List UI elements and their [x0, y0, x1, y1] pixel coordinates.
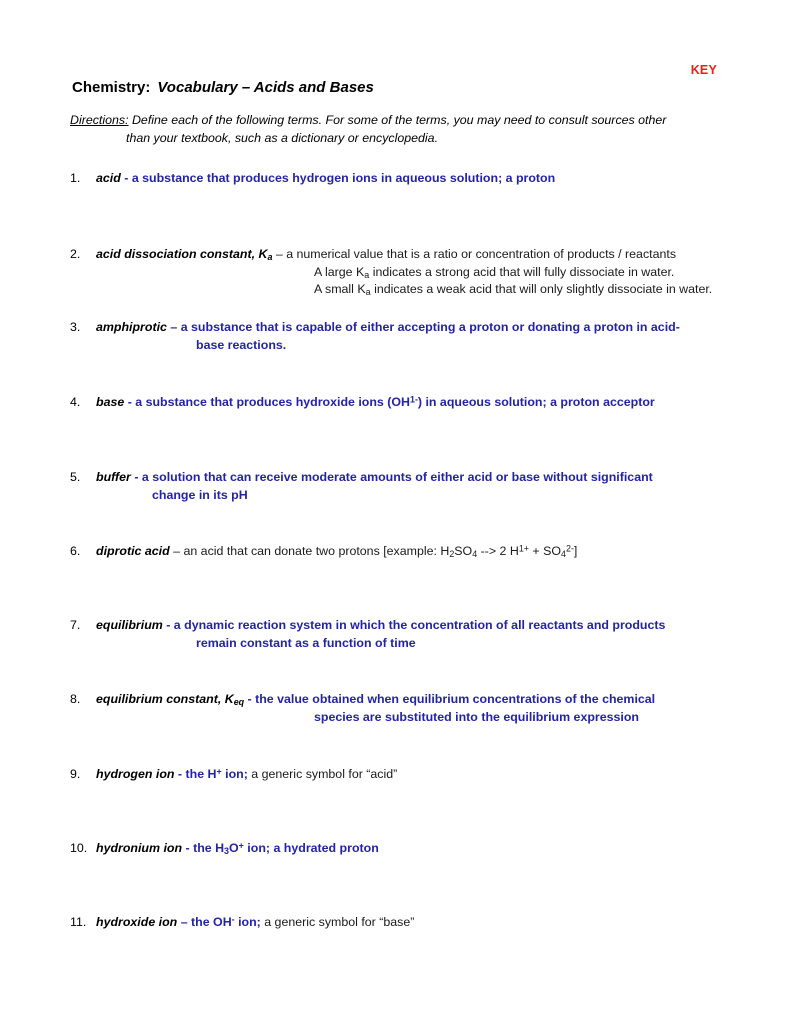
item-answer: a substance that produces hydroxide ions $(OH^{1-})$ in aqueous solution; a proton acceptor	[135, 394, 655, 409]
item-body	[70, 246, 730, 299]
hydronium-subscript: 3	[224, 845, 230, 856]
item-continuation-1: A large $K_a$ indicates a strong acid that will fully dissociate in water.	[314, 264, 675, 280]
item-answer: the $H_3O^+$ ion; a hydrated proton	[193, 840, 379, 856]
item-continuation-2: A small $K_a$ indicates a weak acid that will only slightly dissociate in water.	[314, 282, 713, 297]
item-number: 2.	[70, 247, 81, 261]
item-body	[70, 170, 730, 188]
page-title	[72, 79, 374, 96]
vocab-item-9	[70, 766, 730, 784]
item-separator: -	[182, 841, 194, 855]
hydroxide-charge-superscript: 1-	[409, 394, 418, 405]
item-answer: a substance that is capable of either accepting a proton or donating a proton in acid-	[180, 320, 680, 334]
vocab-item-11	[70, 914, 730, 932]
item-body	[70, 319, 730, 354]
item-continuation: species are substituted into the equilibrium expression	[314, 709, 639, 724]
item-separator: –	[166, 320, 181, 334]
item-separator: -	[162, 618, 174, 632]
item-term: hydroxide ion	[96, 915, 178, 929]
vocab-item-10	[70, 840, 730, 858]
item-answer-black: a generic symbol for “acid”	[247, 767, 398, 781]
item-term: base	[96, 395, 125, 409]
item-answer-blue: the H+ ion;	[185, 766, 248, 781]
item-separator: –	[177, 915, 192, 929]
item-number: 7.	[70, 618, 81, 632]
title-topic: Vocabulary – Acids and Bases	[157, 79, 374, 96]
vocab-item-4	[70, 394, 730, 412]
vocab-item-3	[70, 319, 730, 354]
item-body	[70, 394, 730, 412]
vocab-item-1	[70, 170, 730, 188]
directions-line-1: Define each of the following terms. For some of the terms, you may need to consult sources other	[128, 113, 667, 127]
item-body	[70, 617, 730, 652]
item-term-subscript: a	[267, 251, 273, 262]
hydrogen-charge-superscript: +	[216, 766, 222, 777]
item-number: 1.	[70, 171, 81, 185]
vocab-item-8	[70, 691, 730, 726]
item-body	[70, 469, 730, 504]
item-separator: -	[120, 171, 132, 185]
directions-line-2: than your textbook, such as a dictionary or encyclopedia.	[126, 130, 439, 145]
item-number: 4.	[70, 395, 81, 409]
item-number: 9.	[70, 767, 81, 781]
item-term: equilibrium constant, $K_{eq}$	[96, 692, 245, 707]
item-continuation: base reactions.	[196, 337, 287, 352]
item-separator: -	[174, 767, 186, 781]
item-answer-blue: the OH- ion;	[191, 914, 261, 929]
item-number: 5.	[70, 470, 81, 484]
item-answer: a numerical value that is a ratio or concentration of products / reactants	[286, 247, 677, 261]
title-subject: Chemistry:	[72, 79, 151, 96]
item-term: amphiprotic	[96, 320, 167, 334]
directions-label: Directions:	[70, 113, 129, 127]
hydroxide-charge-superscript: -	[231, 914, 235, 925]
item-separator: -	[130, 470, 142, 484]
item-body	[70, 766, 730, 784]
item-term: acid dissociation constant, $K_a$	[96, 247, 273, 262]
item-answer: a substance that produces hydrogen ions in aqueous solution; a proton	[131, 171, 556, 185]
item-body	[70, 914, 730, 932]
item-answer: a dynamic reaction system in which the concentration of all reactants and products	[173, 618, 666, 632]
item-continuation: change in its pH	[152, 487, 248, 502]
item-term: equilibrium	[96, 618, 163, 632]
item-term: hydronium ion	[96, 841, 183, 855]
item-number: 8.	[70, 692, 81, 706]
item-separator: –	[272, 247, 287, 261]
item-body	[70, 543, 730, 561]
item-number: 11.	[70, 915, 87, 929]
vocab-item-7	[70, 617, 730, 652]
item-answer-black: a generic symbol for “base”	[260, 915, 415, 929]
item-term: hydrogen ion	[96, 767, 175, 781]
vocab-item-2	[70, 246, 730, 299]
item-separator: -	[124, 395, 136, 409]
item-continuation: remain constant as a function of time	[196, 635, 416, 650]
item-separator: -	[244, 692, 256, 706]
item-separator: –	[169, 544, 184, 558]
item-answer: a solution that can receive moderate amounts of either acid or base without significant	[141, 470, 653, 484]
key-stamp: KEY	[690, 63, 717, 77]
item-term: diprotic acid	[96, 544, 170, 558]
item-term: buffer	[96, 470, 131, 484]
item-term: acid	[96, 171, 121, 185]
item-answer: the value obtained when equilibrium concentrations of the chemical	[255, 692, 656, 706]
hydronium-charge-superscript: +	[238, 840, 244, 851]
item-number: 10.	[70, 841, 88, 855]
item-body	[70, 691, 730, 726]
item-answer-formula: an acid that can donate two protons [example: $H_2SO_4$ --> 2 $H^{1+} + SO_4^{2-}$]	[183, 543, 578, 559]
item-number: 6.	[70, 544, 81, 558]
vocab-item-5	[70, 469, 730, 504]
item-number: 3.	[70, 320, 81, 334]
directions-block	[70, 112, 718, 147]
item-term-subscript: eq	[233, 696, 245, 707]
vocab-item-6	[70, 543, 730, 561]
item-body	[70, 840, 730, 858]
